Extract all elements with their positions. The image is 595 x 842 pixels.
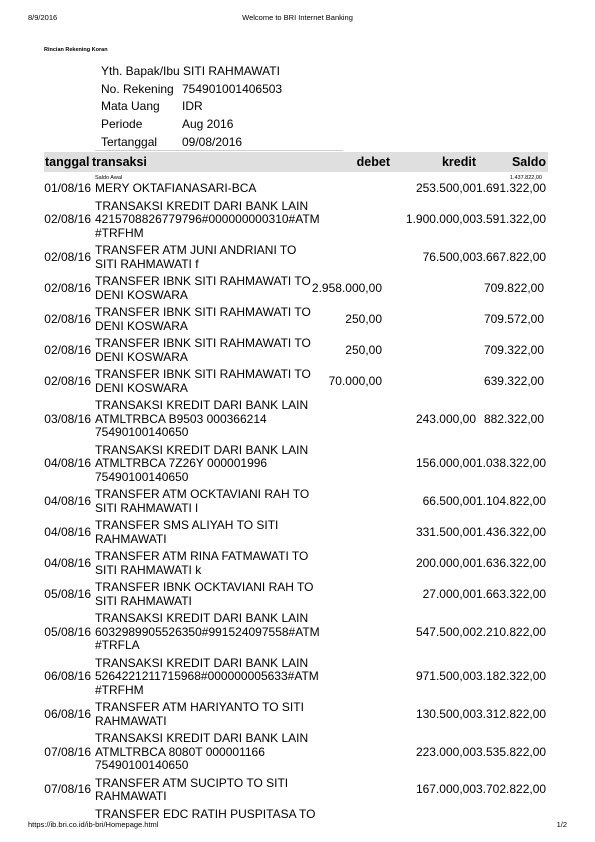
row-description-line: RAHMAWATI [95,713,167,728]
row-description [92,731,309,773]
row-date: 05/08/16 [44,624,91,639]
row-kredit: 130.500,00 [415,706,476,721]
account-number-label: No. Rekening [101,81,174,96]
row-kredit: 200.000,00 [415,555,476,570]
info-divider [95,150,343,151]
row-description-line: TRANSAKSI KREDIT DARI BANK LAIN [95,198,309,213]
row-saldo: 3.312.822,00 [476,706,547,721]
opening-balance-row [44,172,548,182]
row-description [92,806,316,822]
header-debet: debet [356,155,390,169]
row-description-line: TRANSAKSI KREDIT DARI BANK LAIN [95,398,309,412]
row-saldo: 1.038.322,00 [476,456,547,470]
row-description-line: 75490100140650 [95,469,189,484]
row-description-line: TRANSFER IBNK SITI RAHMAWATI TO [95,336,311,350]
row-description-line: TRANSFER IBNK SITI RAHMAWATI TO [95,305,311,319]
row-description [92,700,304,728]
row-description-line: TRANSAKSI KREDIT DARI BANK LAIN [95,611,309,625]
row-description [92,182,272,196]
row-description-line: #TRFHM [95,225,144,240]
row-description-line: TRANSFER IBNK SITI RAHMAWATI TO [95,274,311,288]
row-description-line: SITI RAHMAWATI [95,593,192,608]
row-description [92,198,320,241]
row-description-line: 6032989905526350#991524097558#ATM [95,624,320,639]
row-description [92,518,279,546]
period-row [101,116,282,134]
row-kredit: 971.500,00 [415,669,476,683]
row-description-line: TRANSFER SMS ALIYAH TO SITI [95,518,279,532]
page-number: 1/2 [556,820,567,829]
row-kredit: 547.500,00 [415,624,476,639]
row-date: 03/08/16 [44,411,91,426]
row-date: 04/08/16 [44,555,91,570]
row-description-line: DENI KOSWARA [95,318,188,333]
row-description [92,305,311,333]
transaction-table [44,152,548,825]
row-description [92,274,311,302]
row-saldo: 1.104.822,00 [476,493,547,508]
header-transaksi: transaksi [92,155,147,169]
row-date: 02/08/16 [44,212,91,226]
table-row [44,244,548,271]
row-saldo: 639.322,00 [483,373,544,388]
currency-row [101,98,282,116]
row-description-line: TRANSAKSI KREDIT DARI BANK LAIN [95,655,309,670]
account-info [101,63,282,152]
row-description-line: DENI KOSWARA [95,287,188,302]
table-row [44,519,548,546]
row-kredit: 1.900.000,00 [405,212,476,226]
row-debet: 2.958.000,00 [311,280,382,295]
row-kredit: 243.000,00 [415,411,476,426]
row-description-line: TRANSFER IBNK SITI RAHMAWATI TO [95,367,311,381]
row-description-line: TRANSFER ATM OCKTAVIANI RAH TO [95,487,310,501]
row-description [92,775,289,804]
greeting: Yth. Bapak/Ibu SITI RAHMAWATI [101,64,280,78]
row-description-line: RAHMAWATI [95,789,167,803]
row-date: 02/08/16 [44,373,91,388]
table-row [44,337,548,364]
row-description-line: ATMLTRBCA B9503 000366214 [95,411,267,426]
period-value: Aug 2016 [182,117,234,132]
row-date: 04/08/16 [44,456,91,470]
row-description [92,655,319,698]
row-description-line: 75490100140650 [95,425,189,439]
print-date: 8/9/2016 [28,13,58,22]
row-saldo: 709.572,00 [483,311,544,326]
row-description [92,442,309,485]
row-kredit: 156.000,00 [415,456,476,470]
row-saldo: 2.210.822,00 [476,624,547,639]
row-date: 07/08/16 [44,744,91,759]
header-saldo: Saldo [511,155,546,169]
row-description-line: 5264221211715968#000000005633#ATM [95,669,319,683]
row-debet: 70.000,00 [328,373,382,388]
account-number-value: 754901001406503 [182,81,283,96]
greeting-row [101,63,282,81]
row-kredit: 167.000,00 [415,782,476,797]
row-description-line: 4215708826779796#000000000310#ATM [95,212,320,226]
row-date: 04/08/16 [44,493,91,508]
row-saldo: 1.436.322,00 [476,524,547,539]
currency-label: Mata Uang [101,99,160,114]
table-row [44,368,548,395]
row-date: 06/08/16 [44,669,91,683]
row-description-line: TRANSFER ATM JUNI ANDRIANI TO [95,243,297,257]
row-description-line: TRANSFER EDC RATIH PUSPITASA TO [95,806,316,821]
row-description [92,549,309,577]
table-row [44,657,548,698]
row-saldo: 1.636.322,00 [476,555,547,570]
table-row [44,444,548,485]
row-description-line: TRANSFER ATM HARIYANTO TO SITI [95,700,304,714]
table-row [44,488,548,515]
row-description [92,243,297,271]
table-header [44,152,548,172]
opening-balance-value: 1.437.822,00 [509,175,542,181]
table-row [44,275,548,302]
row-saldo: 1.663.322,00 [476,586,547,601]
row-kredit: 253.500,00 [415,181,476,195]
table-row [44,550,548,577]
header-tanggal: tanggal [45,155,90,169]
row-description-line: TRANSAKSI KREDIT DARI BANK LAIN [95,442,309,457]
row-saldo: 3.535.822,00 [476,744,547,759]
period-label: Periode [101,117,143,132]
table-row [44,306,548,333]
row-description-line: TRANSFER IBNK OCKTAVIANI RAH TO [95,580,314,594]
row-description-line: SITI RAHMAWATI f [95,256,199,271]
table-body [44,182,548,821]
row-description [92,487,310,515]
row-kredit: 331.500,00 [415,524,476,539]
row-date: 06/08/16 [44,706,91,721]
table-row [44,701,548,728]
statement-date-value: 09/08/2016 [182,134,243,149]
row-saldo: 1.691.322,00 [476,181,547,195]
row-saldo: 3.667.822,00 [476,249,547,264]
row-description-line: DENI KOSWARA [95,349,188,364]
row-date: 02/08/16 [44,342,91,357]
row-debet: 250,00 [345,311,382,326]
row-saldo: 3.702.822,00 [476,782,547,797]
opening-balance-label: Saldo Awal [95,175,123,181]
table-row [44,581,548,608]
row-description-line: #TRFHM [95,682,144,697]
row-date: 07/08/16 [44,782,91,797]
row-description-line: SITI RAHMAWATI l [95,500,198,515]
row-date: 04/08/16 [44,524,91,539]
row-date: 02/08/16 [44,280,91,295]
row-description-line: SITI RAHMAWATI k [95,562,202,577]
account-number-row [101,81,282,99]
row-kredit: 27.000,00 [422,586,476,601]
row-date: 05/08/16 [44,586,91,601]
row-debet: 250,00 [345,342,382,357]
table-row [44,200,548,241]
footer-url: https://ib.bri.co.id/ib-bri/Homepage.html [28,820,159,829]
row-saldo: 882.322,00 [483,411,544,426]
table-row [44,777,548,804]
row-date: 02/08/16 [44,311,91,326]
row-description [92,611,320,653]
row-description-line: MERY OKTAFIANASARI-BCA [95,181,257,195]
header-kredit: kredit [441,155,476,169]
row-date: 02/08/16 [44,249,91,264]
row-description-line: TRANSAKSI KREDIT DARI BANK LAIN [95,731,309,745]
row-description [92,398,309,440]
row-description-line: TRANSFER ATM SUCIPTO TO SITI [95,775,289,790]
statement-date-label: Tertanggal [101,134,158,149]
row-description-line: #TRFLA [95,638,140,652]
row-description [92,336,311,364]
date-row [101,134,282,152]
row-description-line: TRANSFER ATM RINA FATMAWATI TO [95,549,309,563]
table-row [44,612,548,653]
table-row [44,732,548,773]
row-saldo: 709.822,00 [483,280,544,295]
row-saldo: 709.322,00 [483,342,544,357]
row-description-line: ATMLTRBCA 8080T 000001166 [95,744,265,759]
table-row [44,182,548,196]
currency-value: IDR [182,99,203,114]
row-kredit: 223.000,00 [415,744,476,759]
row-description-line: RAHMAWATI [95,531,167,546]
row-description [92,367,311,395]
row-description-line: DENI KOSWARA [95,380,188,395]
section-title: Rincian Rekening Koran [44,47,108,53]
table-row [44,808,548,822]
table-row [44,399,548,440]
row-kredit: 76.500,00 [422,249,476,264]
row-kredit: 66.500,00 [422,493,476,508]
page-title: Welcome to BRI Internet Banking [242,13,353,22]
row-description-line: 75490100140650 [95,758,189,772]
row-description-line: ATMLTRBCA 7Z26Y 000001996 [95,456,268,470]
row-date: 01/08/16 [44,181,91,195]
row-description [92,580,314,608]
row-saldo: 3.591.322,00 [476,212,547,226]
row-saldo: 3.182.322,00 [476,669,547,683]
